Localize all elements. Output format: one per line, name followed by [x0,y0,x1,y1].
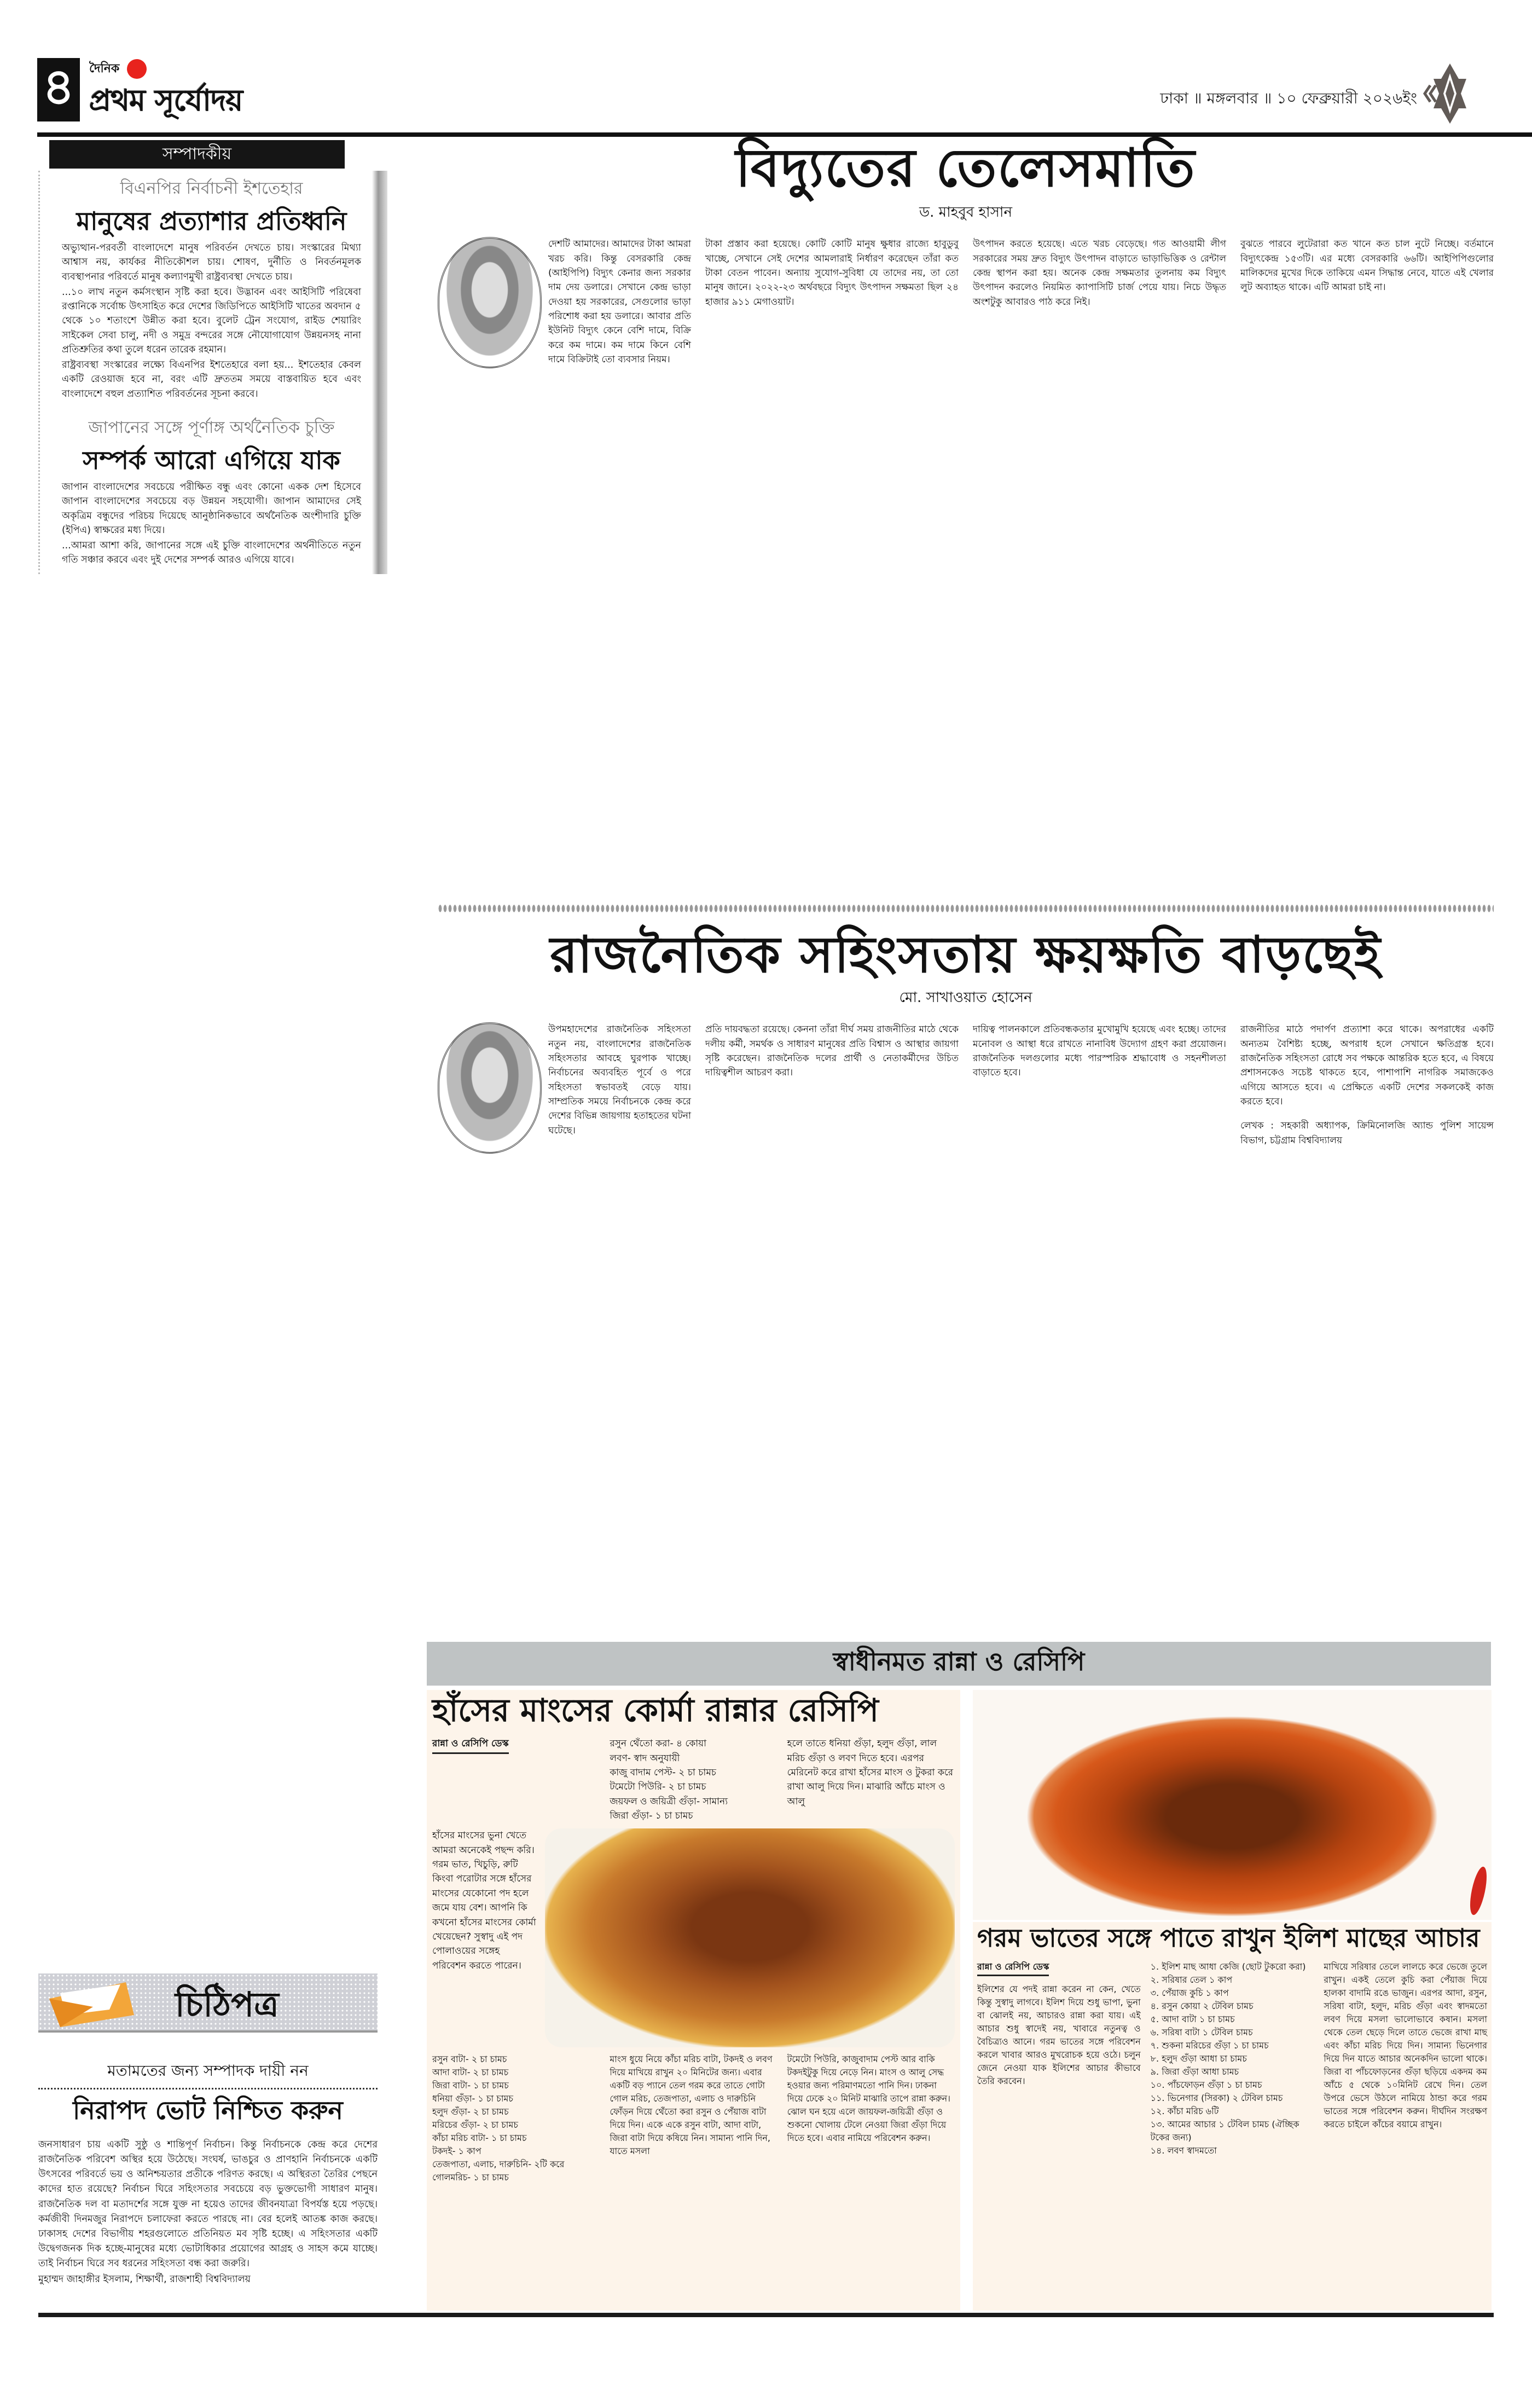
recipe-title: গরম ভাতের সঙ্গে পাতে রাখুন ইলিশ মাছের আচার [977,1923,1480,1953]
recipe-method: মাখিয়ে সরিষার তেলে লালচে করে ভেজে তুলে রাখুন। একই তেলে কুচি করা পেঁয়াজ দিয়ে হালকা বাদামি রঙে ভাজুন। এরপর আদা, রসুন, সরিষা বাটা, হলুদ, মরিচ গুঁড়া এবং স্বাদমতো লবণ দিয়ে মসলা ভালোভাবে কষান। মসলা থেকে তেল ছেড়ে দিলে তাতে ভেজে রাখা মাছ এবং কাঁচা মরিচ দিয়ে দিন। সামান্য ভিনেগার দিয়ে দিন যাতে আচার অনেকদিন ভালো থাকে। জিরা বা পাঁচফোড়নের গুঁড়া ছড়িয়ে একদম কম আঁচে ৫ থেকে ১০মিনিট রেখে দিন। তেল উপরে ভেসে উঠলে নামিয়ে ঠান্ডা করে গরম ভাতের সঙ্গে পরিবেশন করুন। দীর্ঘদিন সংরক্ষণ করতে চাইলে কাঁচের বয়ামে রাখুন। [1324,1961,1488,2129]
page-number: ৪ [37,58,80,121]
letter-text: জনসাধারণ চায় একটি সুষ্ঠু ও শান্তিপূর্ণ নির্বাচন। কিন্তু নির্বাচনকে কেন্দ্র করে দেশের রাজনৈতিক পরিবেশ অস্থির হয়ে উঠেছে। সংঘর্ষ, ভাঙচুর ও প্রাণহানি নির্বাচনকে একটি উৎসবের পরিবর্তে ভয় ও অনিশ্চয়তার প্রতীকে পরিণত করছে। এ অস্থিরতা তৈরির পেছনে কাদের হাত রয়েছে? নির্বাচন ঘিরে সহিংসতার সবচেয়ে বড় ভুক্তভোগী সাধারণ মানুষ। রাজনৈতিক দল বা মতাদর্শের সঙ্গে যুক্ত না হয়েও তাদের জীবনযাত্রা বিপর্যস্ত হয়ে পড়ছে। কর্মজীবী দিনমজুর নিরাপদে চলাফেরা করতে পারছে না। বের হলেই আতঙ্ক কাজ করছে। ঢাকাসহ দেশের বিভাগীয় শহরগুলোতে প্রতিনিয়ত মব সৃষ্টি হচ্ছে। এ সহিংসতার একটি উদ্বেগজনক দিক হচ্ছে-মানুষের মধ্যে ভোটাধিকার প্রয়োগের আগ্রহ ও সাহস কমে যাচ্ছে। তাই নির্বাচন ঘিরে সব ধরনের সহিংসতা বন্ধ করা জরুরি। [38,2139,378,2269]
ingredient: ৩. পেঁয়াজ কুচি ১ কাপ [1150,1987,1229,1998]
article-byline: ড. মাহবুব হাসান [919,204,1012,221]
ingredient: জিরা বাটা- ১ চা চামচ [432,2080,509,2091]
ingredient: ৭. শুকনা মরিচের গুঁড়া ১ চা চামচ [1150,2040,1269,2051]
article-columns [438,1022,1494,1158]
editorial-item [62,175,361,401]
paragraph: অভ্যুত্থান-পরবর্তী বাংলাদেশে মানুষ পরিবর্তন দেখতে চায়। সংস্কারের মিথ্যা আশ্বাস নয়, কার্যকর নীতিকৌশল চায়। শোষণ, দুর্নীতি ও নিবর্তনমূলক ব্যবস্থাপনার পরিবর্তে মানুষ কল্যাণমুখী রাষ্ট্রব্যবস্থা দেখতে চায়। [62,242,361,282]
ingredient: ১২. কাঁচা মরিচ ৬টি [1150,2105,1219,2116]
article-column [1240,1022,1494,1158]
dateline: ঢাকা ॥ মঙ্গলবার ॥ ১০ ফেব্রুয়ারী ২০২৬ইং [1160,89,1417,107]
recipe-bottom-columns [432,2053,955,2184]
ingredient-list [432,2053,600,2184]
author-note: লেখক : সহকারী অধ্যাপক, ক্রিমিনোলজি অ্যান্ড পুলিশ সায়েন্স বিভাগ, চট্টগ্রাম বিশ্ববিদ্যালয় [1240,1120,1494,1146]
ingredient: ১. ইলিশ মাছ আধা কেজি (ছোট টুকরো করা) [1150,1961,1306,1972]
ingredient: টকদই- ১ কাপ [432,2146,481,2157]
ingredient: কাঁচা মরিচ বাটা- ১ চা চামচ [432,2133,527,2144]
recipe-desk-column [432,1736,600,1823]
section-divider [438,904,1494,913]
ingredient: গোলমরিচ- ১ চা চামচ [432,2172,509,2183]
editorial-body [62,241,361,401]
ingredient: ১৪. লবণ স্বাদমতো [1150,2145,1217,2156]
editorial-headline: সম্পর্ক আরো এগিয়ে যাক [83,445,340,475]
article-title: রাজনৈতিক সহিংসতায় ক্ষয়ক্ষতি বাড়ছেই [550,925,1382,984]
footer-rule [38,2313,1494,2317]
recipe-duck-korma [427,1690,960,2311]
recipe-method: টমেটো পিউরি, কাজুবাদাম পেস্ট আর বাকি টকদইটুকু দিয়ে নেড়ে নিন। মাংস ও আলু সেদ্ধ হওয়ার জন্য পরিমাণমতো পানি দিন। ঢাকনা দিয়ে ঢেকে ২০ মিনিট মাঝারি তাপে রান্না করুন। ঝোল ঘন হয়ে এলে জায়ফল-জয়িত্রী গুঁড়া ও শুকনো খোলায় টেলে নেওয়া জিরা গুঁড়া দিয়ে দিতে হবে। এবার নামিয়ে পরিবেশন করুন। [787,2054,950,2144]
ingredient-list [610,1736,777,1823]
editorial-section-label: সম্পাদকীয় [49,140,345,169]
article-byline: মো. সাখাওয়াত হোসেন [899,989,1032,1006]
article-political-violence [438,925,1494,1158]
ingredient: আদা বাটা- ২ চা চামচ [432,2067,509,2078]
letters-title: চিঠিপত্র [175,1984,279,2024]
ingredient: রসুন বাটা- ২ চা চামচ [432,2054,507,2065]
article-column: দায়িত্ব পালনকালে প্রতিবন্ধকতার মুখোমুখি হয়েছে এবং হচ্ছে। তাদের মনোবল ও আস্থা ধরে রাখতে নানাবিধ উদ্যোগ গ্রহণ করা প্রয়োজন। রাজনৈতিক দলগুলোর মধ্যে পারস্পরিক শ্রদ্ধাবোধ ও সহনশীলতা বাড়াতে হবে। [973,1024,1226,1079]
editorial-body [62,480,361,568]
letters-block [38,2059,378,2287]
recipe-intro: হাঁসের মাংসের ভুনা খেতে আমরা অনেকেই পছন্দ করি। গরম ভাত, খিচুড়ি, রুটি কিংবা পরোটার সঙ্গে হাঁসের মাংসের যেকোনো পদ হলে জমে যায় বেশ। আপনি কি কখনো হাঁসের মাংসের কোর্মা খেয়েছেন? সুস্বাদু এই পদ পোলাওয়ের সঙ্গেহ পরিবেশন করতে পারেন। [432,1830,536,1971]
header-rule [37,132,1532,137]
recipe-desk: রান্না ও রেসিপি ডেস্ক [432,1736,509,1753]
article-column [438,1022,691,1158]
article-column: বুঝতে পারবে লুটেরারা কত খানে কত চাল নুটে নিচ্ছে। বর্তমানে বিদ্যুৎকেন্দ্র ১৫৩টি। এর মধ্যে বেসরকারি ৬৬টি। আইপিপিগুলোর মালিকদের মুখের দিকে তাকিয়ে এমন সিদ্ধান্ত নেবে, যাতে এই খেলার লুট অব্যাহত থাকে। এটি আমরা চাই না। [1240,239,1494,293]
ingredient: ৪. রসুন কোয়া ২ টেবিল চামচ [1150,2000,1254,2011]
ingredient: ৯. জিরা গুঁড়া আধা চামচ [1150,2066,1239,2077]
recipe-hilsa-pickle [973,1922,1492,2311]
ingredient: মরিচের গুঁড়া- ২ চা চামচ [432,2120,518,2131]
logo-name: প্রথম সূর্যোদয় [89,83,243,118]
column-text: রাজনীতির মাঠে পদার্পণ প্রত্যাশা করে থাকে। অপরাধের একটি অন্যতম বৈশিষ্ট্য হচ্ছে, অপরাধ হলে সেখানে ক্ষতিগ্রস্ত হবে। রাজনৈতিক সহিংসতা রোধে সব পক্ষকে আন্তরিক হতে হবে, এ বিষয়ে প্রশাসনকেও সচেষ্ট থাকতে হবে, পাশাপাশি নাগরিক সমাজকেও এগিয়ে আসতে হবে। এ প্রেক্ষিতে একটি দেশের সকলকেই কাজ করতে হবে। [1240,1024,1494,1108]
ingredient: ১০. পাঁচফোড়ন গুঁড়া ১ চা চামচ [1150,2079,1262,2090]
paragraph: জাপান বাংলাদেশের সবচেয়ে পরীক্ষিত বন্ধু এবং কোনো একক দেশ হিসেবে জাপান বাংলাদেশের সবচেয়ে বড় উন্নয়ন সহযোগী। জাপান আমাদের সেই অকৃত্রিম বন্ধুদের পরিচয় দিয়েছে আনুষ্ঠানিকভাবে অর্থনৈতিক অংশীদারি চুক্তি (ইপিএ) স্বাক্ষরের মধ্য দিয়ে। [62,482,361,536]
article-title: বিদ্যুতের তেলেসমাতি [735,137,1196,199]
ingredient: ৮. হলুদ গুঁড়া আধা চা চামচ [1150,2053,1247,2064]
recipe-desk: রান্না ও রেসিপি ডেস্ক [977,1960,1049,1976]
ingredient: ধনিয়া গুঁড়া- ১ চা চামচ [432,2093,513,2104]
ingredient: ৬. সরিষা বাটা ১ টেবিল চামচ [1150,2027,1253,2037]
logo-daily-label: দৈনিক [89,61,120,76]
article-column: প্রতি দায়বদ্ধতা রয়েছে। কেননা তাঁরা দীর্ঘ সময় রাজনীতির মাঠে থেকে দলীয় কর্মী, সমর্থক ও সাধারণ মানুষের প্রতি বিশ্বাস ও আস্থার জায়গা সৃষ্টি করেছেন। রাজনৈতিক দলের প্রার্থী ও নেতাকর্মীদের উচিত দায়িত্বশীল আচরণ করা। [705,1024,959,1079]
letters-disclaimer: মতামতের জন্য সম্পাদক দায়ী নন [38,2059,378,2089]
recipe-intro: ইলিশের যে পদই রান্না করেন না কেন, খেতে কিন্তু সুস্বাদু লাগবে। ইলিশ দিয়ে শুধু ভাপা, ভুনা বা ঝোলই নয়, আচারও রান্না করা যায়। এই আচার শুধু স্বাদেই নয়, খাবারে নতুনত্ব ও বৈচিত্র্যও আনে। গরম ভাতের সঙ্গে পরিবেশন করলে খাবার আরও মুখরোচক হয়ে ওঠে। চলুন জেনে নেওয়া যাক ইলিশের আচার কীভাবে তৈরি করবেন। [977,1983,1141,2086]
sun-icon [127,59,147,79]
editorial-column [38,140,399,574]
recipe-intro-column [977,1960,1141,2157]
editorial-item [62,414,361,568]
recipe-section-banner: স্বাধীনমত রান্না ও রেসিপি [427,1642,1491,1686]
article-column: উৎপাদন করতে হয়েছে। এতে খরচ বেড়েছে। গত আওয়ামী লীগ সরকারের সময় দ্রুত বিদ্যুৎ উৎপাদন বাড়াতে ভাড়াভিত্তিক ও রেন্টাল কেন্দ্র স্থাপন করা হয়। অনেক কেন্দ্র সক্ষমতার তুলনায় কম বিদ্যুৎ উৎপাদন করলেও নিয়মিত ক্যাপাসিটি চার্জ পেয়ে যায়। নিচে উদ্ধৃত অংশটুকু আবারও পাঠ করে নিই। [973,239,1226,308]
chili-garnish [1467,1865,1490,1916]
ingredient: ১১. ভিনেগার (সিরকা) ২ টেবিল চামচ [1150,2092,1283,2103]
ingredient: হলুদ গুঁড়া- ২ চা চামচ [432,2106,509,2117]
letter-signature: মুহাম্মদ জাহাঙ্গীর ইসলাম, শিক্ষার্থী, রাজশাহী বিশ্ববিদ্যালয় [38,2274,251,2285]
letter-headline: নিরাপদ ভোট নিশ্চিত করুন [73,2096,343,2125]
editorial-box [38,171,378,574]
paragraph: ...আমরা আশা করি, জাপানের সঙ্গে এই চুক্তি বাংলাদেশের অর্থনীতিতে নতুন গতি সঞ্চার করবে এবং দুই দেশের সম্পর্ক আরও এগিয়ে যাবে। [62,540,361,566]
paragraph: রাষ্ট্রব্যবস্থা সংস্কারের লক্ষ্যে বিএনপির ইশতেহারে বলা হয়... ইশতেহার কেবল একটি রেওয়াজ হবে না, বরং এটি দ্রুততম সময়ে বাস্তবায়িত হবে এবং বাংলাদেশে বহুল প্রত্যাশিত পরিবর্তনের সূচনা করবে। [62,360,361,400]
letter-body [38,2138,378,2287]
ingredient: টমেটো পিউরি- ২ চা চামচ [610,1781,706,1793]
ingredient: রসুন থেঁতো করা- ৪ কোয়া [610,1738,707,1750]
author-photo [438,1022,542,1154]
ingredient: ৫. আদা বাটা ১ চা চামচ [1150,2013,1235,2024]
paragraph: ...১০ লাখ নতুন কর্মসংস্থান সৃষ্টি করা হবে। উদ্ভাবন এবং আইসিটি পরিষেবা রপ্তানিকে সর্বোচ্চ উৎসাহিত করে দেশের জিডিপিতে আইসিটি খাতের অবদান ৫ থেকে ১০ শতাংশে উন্নীত করা হবে। বুলেট ট্রেন সংযোগ, রাইড শেয়ারিং সাইকেল সেবা চালু, নদী ও সমুদ্র বন্দরের সঙ্গে নৌযোগাযোগ উন্নয়নসহ নানা প্রতিশ্রুতির কথা তুলে ধরেন তারেক রহমান। [62,286,361,355]
recipe-method: হলে তাতে ধনিয়া গুঁড়া, হলুদ গুঁড়া, লাল মরিচ গুঁড়া ও লবণ দিতে হবে। এরপর মেরিনেট করে রাখা হাঁসের মাংস ও টুকরা করে রাখা আলু দিয়ে দিন। মাঝারি আঁচে মাংস ও আলু [787,1738,953,1807]
recipe-title: হাঁসের মাংসের কোর্মা রান্নার রেসিপি [432,1692,879,1729]
recipe-mid-row [432,1828,955,2047]
article-column [438,237,691,373]
article-columns [438,237,1494,373]
recipe-columns [977,1960,1487,2157]
article-column: টাকা প্রস্তাব করা হয়েছে। কোটি কোটি মানুষ ক্ষুধার রাজ্যে হাবুডুবু খাচ্ছে, সেখানে সেই দেশের আমলারাই নির্ধারণ করেছেন তাঁরা কত টাকা বেতন পাবেন। অন্যায় সুযোগ-সুবিধা যে তাদের নয়, তা তো মানুষ জানে। ২০২২-২৩ অর্থবছরে বিদ্যুৎ উৎপাদন সক্ষমতা ছিল ২৪ হাজার ৯১১ মেগাওয়াট। [705,239,959,308]
masthead [37,58,1532,129]
ingredient: ১৩. আমের আচার ১ টেবিল চামচ (ঐচ্ছিক টকের জন্য) [1150,2118,1299,2143]
editorial-kicker: জাপানের সঙ্গে পূর্ণাঙ্গ অর্থনৈতিক চুক্তি [88,418,335,437]
editorial-kicker: বিএনপির নির্বাচনী ইশতেহার [120,179,303,198]
star-emblem-icon [1423,63,1466,124]
article-electricity [438,137,1494,373]
hilsa-pickle-photo [973,1690,1492,1920]
ingredient: লবণ- স্বাদ অনুযায়ী [610,1752,680,1764]
duck-korma-photo [545,1828,955,2047]
ingredient: কাজু বাদাম পেস্ট- ২ চা চামচ [610,1767,716,1779]
envelope-icon [44,1977,137,2029]
editorial-headline: মানুষের প্রত্যাশার প্রতিধ্বনি [76,206,347,236]
logo-top-row [89,58,374,80]
ingredient: জয়ফল ও জয়িত্রী গুঁড়া- সামান্য [610,1796,728,1807]
ingredient: ২. সরিষার তেল ১ কাপ [1150,1974,1233,1985]
column-text: দেশটি আমাদের। আমাদের টাকা আমরা খরচ করি। কিন্তু বেসরকারি কেন্দ্র (আইপিপি) বিদ্যুৎ কেনার জন্য সরকার দাম দেয় ডলারে। সেখানে কেন্দ্র ভাড়া দেওয়া হয় সরকারের, সেগুলোর ভাড়া পরিশোধ করা হয় ডলারে। আবার প্রতি ইউনিট বিদ্যুৎ কেনে বেশি দামে, বিক্রি করে কম দামে। কম দামে কিনে বেশি দামে বিক্রিটাই তো ব্যবসার নিয়ম। [548,239,691,365]
ingredient: তেজপাতা, এলাচ, দারুচিনি- ২টি করে [432,2159,565,2170]
recipe-columns [432,1736,955,1823]
recipe-method: মাংস ধুয়ে নিয়ে কাঁচা মরিচ বাটা, টকদই ও লবণ দিয়ে মাখিয়ে রাখুন ২০ মিনিটের জন্য। এবার একটি বড় প্যানে তেল গরম করে তাতে গোটা গোল মরিচ, তেজপাতা, এলাচ ও দারুচিনি ফোঁড়ন দিয়ে থেঁতো করা রসুন ও পেঁয়াজ বাটা দিয়ে দিন। একে একে রসুন বাটা, আদা বাটা, জিরা বাটা দিয়ে কষিয়ে নিন। সামান্য পানি দিন, যাতে মসলা [610,2054,773,2157]
author-photo [438,237,542,368]
column-text: উপমহাদেশের রাজনৈতিক সহিংসতা নতুন নয়, বাংলাদেশের রাজনৈতিক সহিংসতার আবহে ঘুরপাক খাচ্ছে। নির্বাচনের অব্যবহিত পূর্বে ও পরে সহিংসতা স্বভাবতই বেড়ে যায়। সাম্প্রতিক সময়ে নির্বাচনকে কেন্দ্র করে দেশের বিভিন্ন জায়গায় হতাহতের ঘটনা ঘটেছে। [548,1024,691,1136]
ingredient: জিরা গুঁড়া- ১ চা চামচ [610,1810,693,1822]
newspaper-logo [89,58,374,127]
letters-banner [38,1973,378,2033]
ingredient-list [1151,1960,1314,2157]
